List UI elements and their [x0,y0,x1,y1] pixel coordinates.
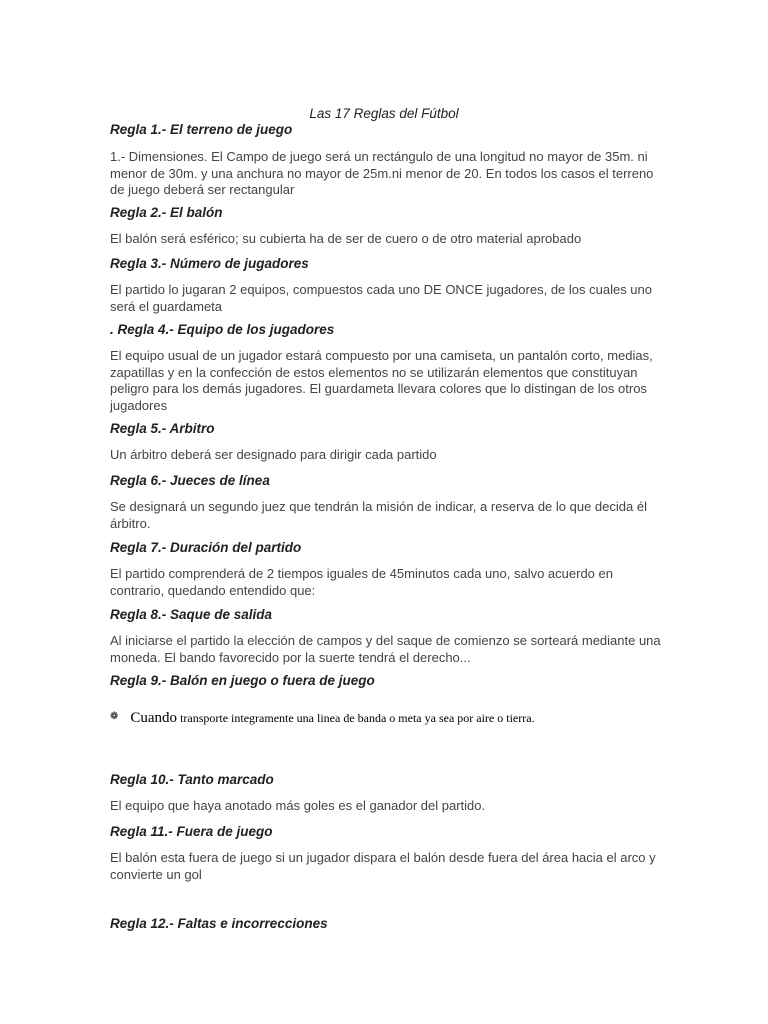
rule-12-heading: Regla 12.- Faltas e incorrecciones [110,916,328,931]
rule-4-heading: . Regla 4.- Equipo de los jugadores [110,322,335,337]
rule-4-text: El equipo usual de un jugador estará compuesto por una camiseta, un pantalón corto, medias, zapatillas y en la confección de estos elementos no se utilizarán elementos que constituyan peligro para los demás jugadores. El guardameta llevara colores que lo distingan de los otros jugadores [110,348,653,413]
rule-11-text: El balón esta fuera de juego si un jugador dispara el balón desde fuera del área hacia el arco y convierte un gol [110,850,656,882]
rule-1-text: 1.- Dimensiones. El Campo de juego será un rectángulo de una longitud no mayor de 35m. ni menor de 30m. y una anchura no mayor de 25m.ni menor de 20. En todos los casos el terreno de juego deberá ser rectangular [110,149,654,197]
rule-7-heading: Regla 7.- Duración del partido [110,540,302,555]
rule-5-heading: Regla 5.- Arbitro [110,421,215,436]
rule-3-heading: Regla 3.- Número de jugadores [110,256,309,271]
flower-bullet-icon: ❁ [110,711,119,722]
rule-1-heading: Regla 1.- El terreno de juego [110,122,293,137]
rule-9-bullet-text: transporte integramente una linea de banda o meta ya sea por aire o tierra. [177,711,535,725]
rule-8-heading: Regla 8.- Saque de salida [110,607,273,622]
rule-10-text: El equipo que haya anotado más goles es el ganador del partido. [110,798,486,813]
rule-11-heading: Regla 11.- Fuera de juego [110,824,273,839]
rule-6-heading: Regla 6.- Jueces de línea [110,473,270,488]
rule-9-bullet [110,709,535,727]
rule-2-heading: Regla 2.- El balón [110,205,223,220]
rule-10-heading: Regla 10.- Tanto marcado [110,772,274,787]
rule-8-text: Al iniciarse el partido la elección de campos y del saque de comienzo se sorteará mediante una moneda. El bando favorecido por la suerte tendrá el derecho... [110,633,661,665]
rule-5-text: Un árbitro deberá ser designado para dirigir cada partido [110,447,437,462]
rule-9-bullet-lead: Cuando [130,710,178,726]
rule-2-text: El balón será esférico; su cubierta ha de ser de cuero o de otro material aprobado [110,231,582,246]
rule-7-text: El partido comprenderá de 2 tiempos iguales de 45minutos cada uno, salvo acuerdo en contrario, quedando entendido que: [110,566,613,598]
rule-6-text: Se designará un segundo juez que tendrán la misión de indicar, a reserva de lo que decida él árbitro. [110,499,647,531]
document-title: Las 17 Reglas del Fútbol [309,106,459,121]
rule-9-heading: Regla 9.- Balón en juego o fuera de juego [110,673,375,688]
rule-3-text: El partido lo jugaran 2 equipos, compuestos cada uno DE ONCE jugadores, de los cuales uno será el guardameta [110,282,652,314]
